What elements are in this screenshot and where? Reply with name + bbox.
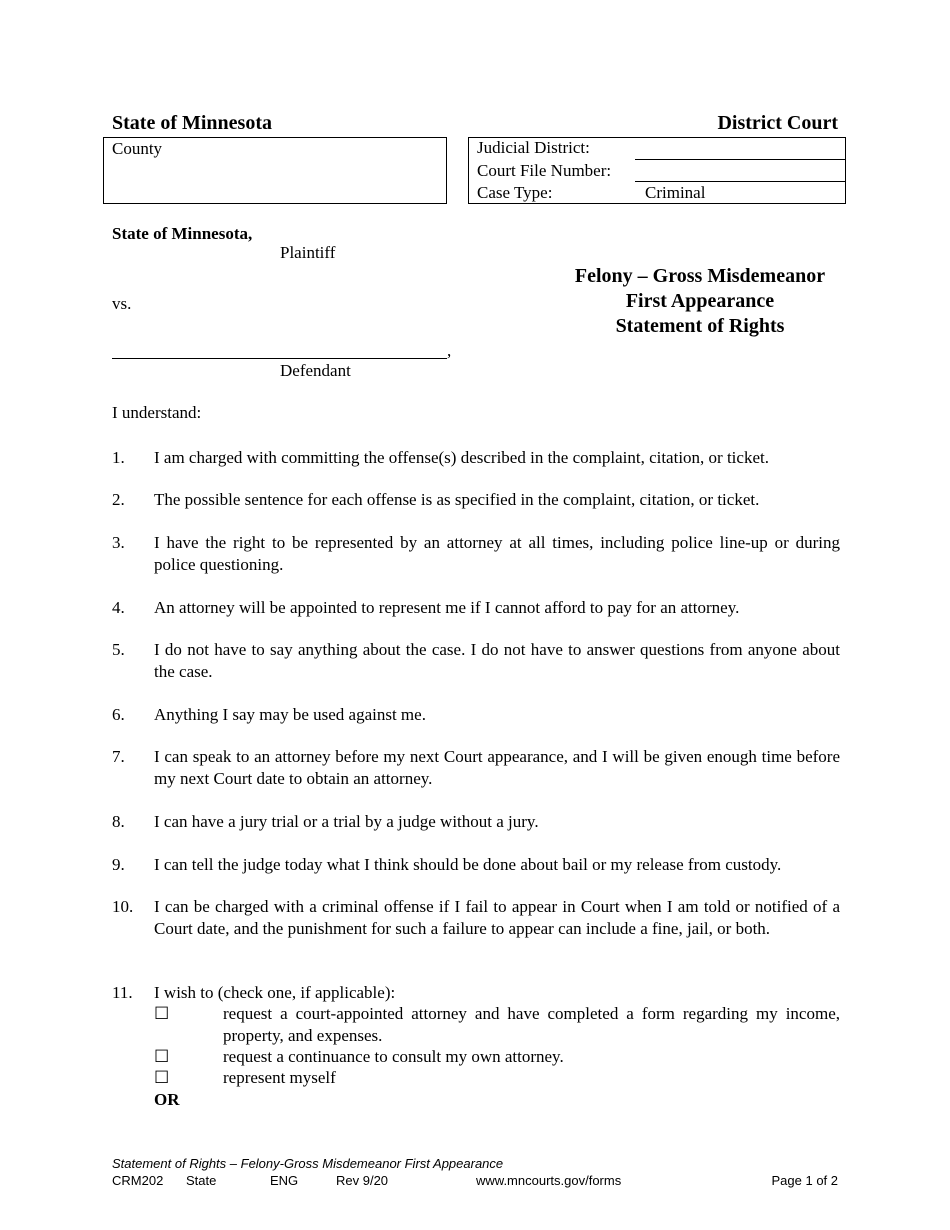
- option-text: request a court-appointed attorney and have completed a form regarding my income, property, and expenses.: [223, 1004, 840, 1045]
- plaintiff-label: Plaintiff: [280, 243, 336, 262]
- form-title-line3: Statement of Rights: [615, 315, 785, 337]
- item-number: 2.: [112, 490, 125, 509]
- item-text: I do not have to say anything about the case. I do not have to answer questions from anyone about the case.: [154, 640, 840, 681]
- item-number: 8.: [112, 812, 125, 831]
- footer-revision: Rev 9/20: [336, 1173, 389, 1188]
- item-text: I wish to (check one, if applicable):: [154, 983, 396, 1002]
- defendant-name-field[interactable]: [112, 358, 447, 359]
- option-text: request a continuance to consult my own attorney.: [223, 1047, 564, 1066]
- option-court-appointed-attorney: [154, 1003, 840, 1047]
- state-heading: State of Minnesota: [112, 112, 272, 134]
- court-heading: District Court: [717, 112, 838, 134]
- footer-state: State: [186, 1173, 217, 1188]
- list-item: [112, 447, 840, 469]
- defendant-comma: ,: [447, 341, 452, 360]
- item-number: 6.: [112, 705, 125, 724]
- item-text: I have the right to be represented by an attorney at all times, including police line-up or during police questioning.: [154, 533, 840, 574]
- list-item: [112, 597, 840, 619]
- option-text: represent myself: [223, 1068, 336, 1087]
- list-item: [112, 982, 840, 1004]
- item-text: Anything I say may be used against me.: [154, 705, 426, 724]
- list-item: [112, 532, 840, 576]
- item-number: 9.: [112, 855, 125, 874]
- list-item: [112, 639, 840, 683]
- item-text: I can have a jury trial or a trial by a judge without a jury.: [154, 812, 539, 831]
- option-represent-myself: [154, 1067, 840, 1089]
- case-info-box: [468, 137, 846, 204]
- footer-form-code: CRM202: [112, 1173, 164, 1188]
- list-item: [112, 854, 840, 876]
- checkbox-icon[interactable]: ☐: [154, 1047, 170, 1066]
- item-text: An attorney will be appointed to represent me if I cannot afford to pay for an attorney.: [154, 598, 740, 617]
- intro-text: I understand:: [112, 403, 202, 422]
- versus-label: vs.: [112, 294, 132, 313]
- footer-language: ENG: [270, 1173, 299, 1188]
- option-continuance: [154, 1046, 840, 1068]
- item-number: 4.: [112, 598, 125, 617]
- item-number: 1.: [112, 448, 125, 467]
- list-item: [112, 704, 840, 726]
- item-number: 5.: [112, 640, 125, 659]
- case-type-value: Criminal: [645, 183, 706, 202]
- footer-title: Statement of Rights – Felony-Gross Misdemeanor First Appearance: [112, 1156, 504, 1171]
- county-label: County: [112, 139, 163, 158]
- checkbox-icon[interactable]: ☐: [154, 1004, 170, 1023]
- list-item: [112, 896, 840, 940]
- judicial-district-field[interactable]: [635, 159, 845, 160]
- footer-page-number: Page 1 of 2: [771, 1173, 838, 1188]
- form-title-line2: First Appearance: [625, 290, 775, 312]
- item-text: I can speak to an attorney before my next Court appearance, and I will be given enough time before my next Court date to obtain an attorney.: [154, 747, 840, 788]
- item-text: The possible sentence for each offense is as specified in the complaint, citation, or ticket.: [154, 490, 760, 509]
- item-text: I can be charged with a criminal offense if I fail to appear in Court when I am told or notified of a Court date, and the punishment for such a failure to appear can include a fine, jail, or both.: [154, 897, 840, 938]
- judicial-district-label: Judicial District:: [477, 138, 590, 157]
- case-type-label: Case Type:: [477, 183, 553, 202]
- county-box: [103, 137, 447, 204]
- item-text: I am charged with committing the offense(s) described in the complaint, citation, or ticket.: [154, 448, 769, 467]
- defendant-label: Defendant: [280, 361, 351, 380]
- plaintiff-name: State of Minnesota,: [112, 224, 253, 243]
- item-number: 10.: [112, 897, 134, 916]
- item-text: I can tell the judge today what I think should be done about bail or my release from custody.: [154, 855, 782, 874]
- checkbox-icon[interactable]: ☐: [154, 1068, 170, 1087]
- form-title-line1: Felony – Gross Misdemeanor: [574, 265, 826, 287]
- footer-url[interactable]: www.mncourts.gov/forms: [476, 1173, 622, 1188]
- court-file-number-field[interactable]: [635, 181, 845, 182]
- item-number: 11.: [112, 983, 133, 1002]
- list-item: [112, 811, 840, 833]
- list-item: [112, 746, 840, 790]
- list-item: [112, 489, 840, 511]
- court-file-number-label: Court File Number:: [477, 161, 612, 180]
- item-number: 3.: [112, 533, 125, 552]
- or-label: OR: [154, 1090, 180, 1109]
- item-number: 7.: [112, 747, 125, 766]
